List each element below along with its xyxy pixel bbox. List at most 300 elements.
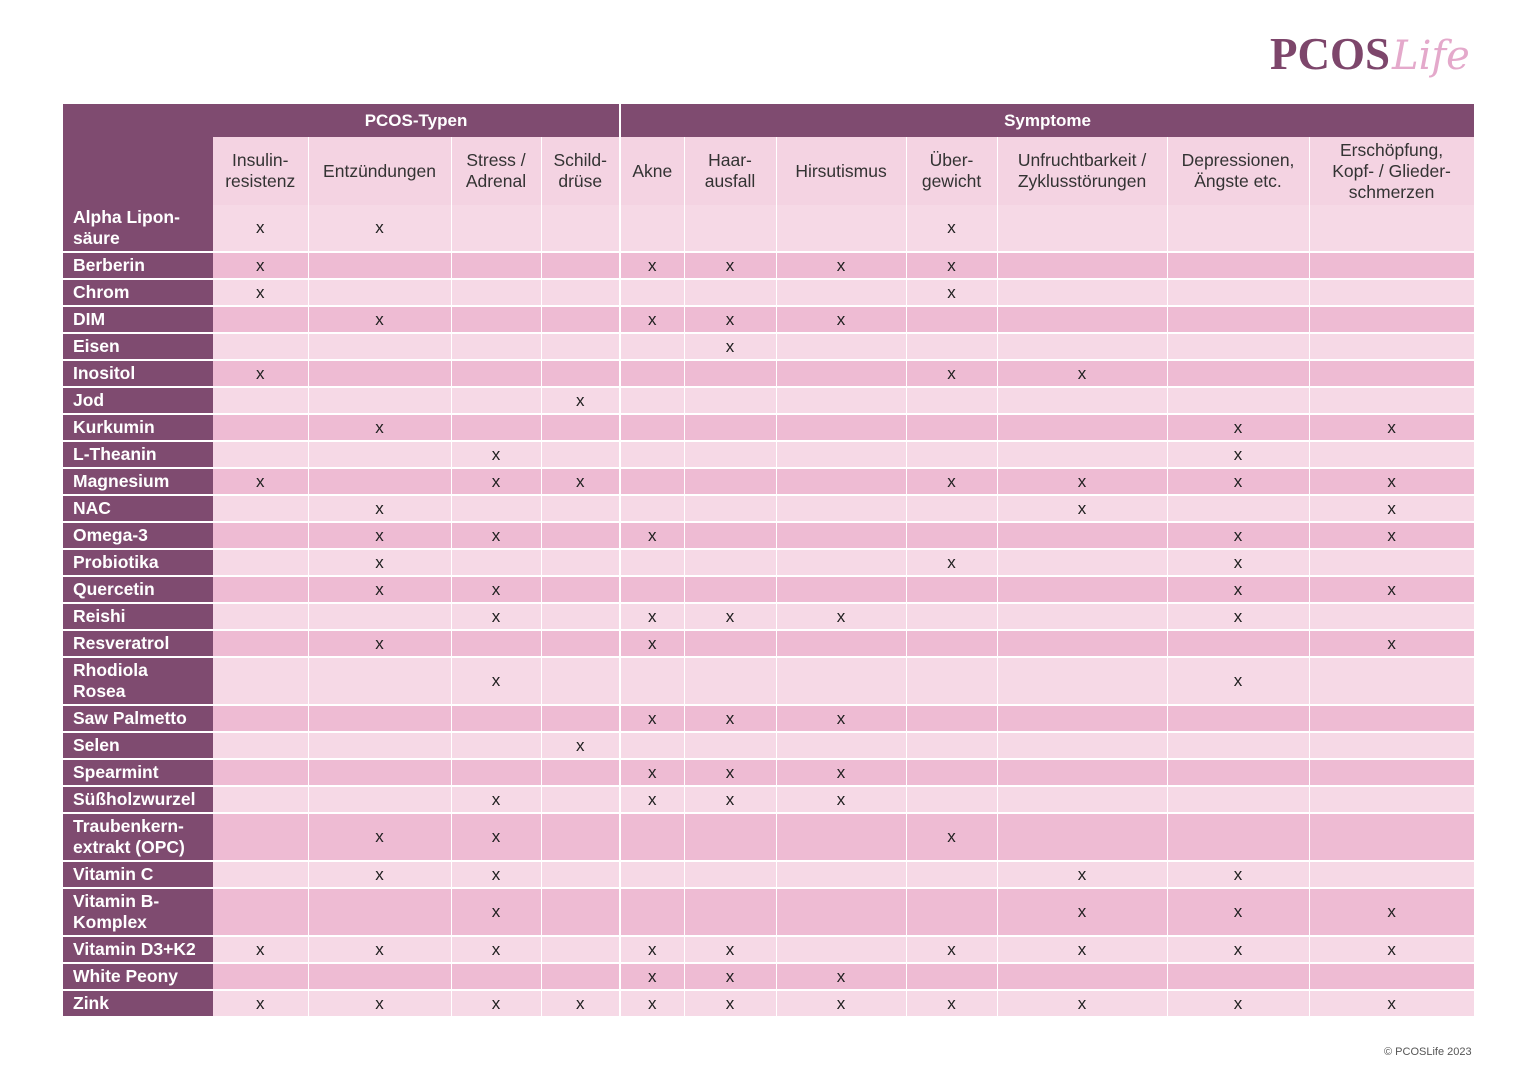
row-header-supplement: NAC [63,495,213,522]
marked-cell: x [776,306,906,333]
empty-cell [308,732,451,759]
empty-cell [213,549,308,576]
marked-cell: x [906,360,997,387]
empty-cell [1309,306,1474,333]
empty-cell [308,888,451,936]
empty-cell [1309,963,1474,990]
row-header-supplement: Vitamin D3+K2 [63,936,213,963]
empty-cell [776,468,906,495]
empty-cell [620,333,684,360]
empty-cell [308,333,451,360]
marked-cell: x [620,936,684,963]
empty-cell [541,963,620,990]
empty-cell [1167,205,1309,252]
empty-cell [541,576,620,603]
empty-cell [451,360,541,387]
empty-cell [906,657,997,705]
marked-cell: x [213,990,308,1017]
column-header: Entzündungen [308,137,451,205]
marked-cell: x [906,252,997,279]
empty-cell [684,468,776,495]
empty-cell [451,387,541,414]
empty-cell [776,495,906,522]
row-header-supplement: Selen [63,732,213,759]
marked-cell: x [684,333,776,360]
marked-cell: x [1309,990,1474,1017]
empty-cell [1167,495,1309,522]
empty-cell [620,387,684,414]
empty-cell [541,522,620,549]
empty-cell [308,468,451,495]
marked-cell: x [451,813,541,861]
marked-cell: x [776,603,906,630]
table-row [63,387,1474,414]
marked-cell: x [906,468,997,495]
empty-cell [541,333,620,360]
marked-cell: x [906,936,997,963]
empty-cell [541,630,620,657]
table-row [63,990,1474,1017]
empty-cell [213,306,308,333]
column-header: Erschöpfung, Kopf- / Glieder- schmerzen [1309,137,1474,205]
empty-cell [997,963,1167,990]
empty-cell [308,963,451,990]
empty-cell [620,279,684,306]
empty-cell [620,468,684,495]
marked-cell: x [308,205,451,252]
empty-cell [1309,549,1474,576]
empty-cell [213,888,308,936]
empty-cell [1309,657,1474,705]
row-header-supplement: Saw Palmetto [63,705,213,732]
empty-cell [684,495,776,522]
marked-cell: x [620,990,684,1017]
empty-cell [620,813,684,861]
empty-cell [1309,705,1474,732]
marked-cell: x [620,603,684,630]
marked-cell: x [997,861,1167,888]
empty-cell [776,732,906,759]
table-row [63,759,1474,786]
empty-cell [1167,279,1309,306]
marked-cell: x [1309,936,1474,963]
group-header-pcos-types: PCOS-Typen [213,104,620,137]
empty-cell [1309,786,1474,813]
marked-cell: x [1167,522,1309,549]
marked-cell: x [620,786,684,813]
empty-cell [541,441,620,468]
empty-cell [541,360,620,387]
row-header-supplement: White Peony [63,963,213,990]
row-header-supplement: Probiotika [63,549,213,576]
marked-cell: x [906,813,997,861]
empty-cell [451,759,541,786]
marked-cell: x [308,630,451,657]
empty-cell [906,603,997,630]
empty-cell [776,813,906,861]
marked-cell: x [451,603,541,630]
empty-cell [620,549,684,576]
empty-cell [997,279,1167,306]
marked-cell: x [451,936,541,963]
marked-cell: x [213,360,308,387]
marked-cell: x [997,990,1167,1017]
supplement-matrix-table [63,104,1475,1018]
table-row [63,861,1474,888]
empty-cell [1309,387,1474,414]
marked-cell: x [684,990,776,1017]
empty-cell [776,657,906,705]
empty-cell [776,549,906,576]
empty-cell [1167,705,1309,732]
empty-cell [541,205,620,252]
empty-cell [1167,387,1309,414]
empty-cell [451,252,541,279]
column-header: Haar- ausfall [684,137,776,205]
empty-cell [997,732,1167,759]
table-row [63,333,1474,360]
column-header: Über- gewicht [906,137,997,205]
empty-cell [997,387,1167,414]
marked-cell: x [684,306,776,333]
table-body [63,205,1474,1017]
row-header-supplement: Süßholzwurzel [63,786,213,813]
marked-cell: x [213,936,308,963]
empty-cell [541,414,620,441]
pcoslife-logo [1270,28,1470,78]
empty-cell [997,657,1167,705]
marked-cell: x [906,990,997,1017]
table-row [63,441,1474,468]
empty-cell [906,387,997,414]
table-row [63,786,1474,813]
empty-cell [684,414,776,441]
marked-cell: x [776,786,906,813]
table-row [63,813,1474,861]
marked-cell: x [308,936,451,963]
empty-cell [451,630,541,657]
empty-cell [620,576,684,603]
empty-cell [684,387,776,414]
empty-cell [1309,205,1474,252]
empty-cell [213,732,308,759]
empty-cell [1167,813,1309,861]
empty-cell [308,360,451,387]
empty-cell [541,495,620,522]
row-header-supplement: Berberin [63,252,213,279]
row-header-supplement: L-Theanin [63,441,213,468]
empty-cell [906,576,997,603]
empty-cell [541,888,620,936]
empty-cell [1309,861,1474,888]
row-header-supplement: Resveratrol [63,630,213,657]
marked-cell: x [906,279,997,306]
empty-cell [541,786,620,813]
empty-cell [997,549,1167,576]
empty-cell [541,759,620,786]
empty-cell [620,441,684,468]
empty-cell [997,522,1167,549]
marked-cell: x [684,963,776,990]
marked-cell: x [541,387,620,414]
empty-cell [906,963,997,990]
row-header-supplement: Inositol [63,360,213,387]
empty-cell [451,705,541,732]
empty-cell [451,549,541,576]
empty-cell [213,759,308,786]
table-row [63,705,1474,732]
marked-cell: x [620,630,684,657]
empty-cell [213,414,308,441]
empty-cell [308,441,451,468]
empty-cell [213,861,308,888]
empty-cell [997,441,1167,468]
empty-cell [684,279,776,306]
empty-cell [997,205,1167,252]
marked-cell: x [684,705,776,732]
row-header-supplement: Kurkumin [63,414,213,441]
empty-cell [451,333,541,360]
marked-cell: x [620,306,684,333]
marked-cell: x [1309,468,1474,495]
empty-cell [776,441,906,468]
marked-cell: x [451,990,541,1017]
column-header: Akne [620,137,684,205]
empty-cell [1167,963,1309,990]
marked-cell: x [1167,861,1309,888]
empty-cell [684,360,776,387]
empty-cell [997,759,1167,786]
marked-cell: x [213,252,308,279]
empty-cell [997,603,1167,630]
empty-cell [684,861,776,888]
empty-cell [906,441,997,468]
empty-cell [620,657,684,705]
empty-cell [541,936,620,963]
marked-cell: x [308,306,451,333]
empty-cell [541,657,620,705]
marked-cell: x [684,252,776,279]
column-header: Depressionen, Ängste etc. [1167,137,1309,205]
row-header-supplement: Vitamin B- Komplex [63,888,213,936]
empty-cell [684,549,776,576]
empty-cell [906,630,997,657]
empty-cell [1309,360,1474,387]
marked-cell: x [451,861,541,888]
marked-cell: x [308,576,451,603]
table-row [63,414,1474,441]
empty-cell [620,861,684,888]
marked-cell: x [451,576,541,603]
empty-cell [620,888,684,936]
marked-cell: x [308,990,451,1017]
marked-cell: x [1167,657,1309,705]
empty-cell [308,759,451,786]
empty-cell [620,414,684,441]
empty-cell [308,603,451,630]
marked-cell: x [997,888,1167,936]
column-header: Hirsutismus [776,137,906,205]
group-header-symptoms: Symptome [620,104,1474,137]
empty-cell [541,603,620,630]
marked-cell: x [451,786,541,813]
empty-cell [997,252,1167,279]
marked-cell: x [997,360,1167,387]
table-row [63,306,1474,333]
row-header-supplement: Zink [63,990,213,1017]
empty-cell [213,522,308,549]
marked-cell: x [1167,936,1309,963]
empty-cell [451,306,541,333]
marked-cell: x [997,936,1167,963]
column-header: Stress / Adrenal [451,137,541,205]
marked-cell: x [684,603,776,630]
marked-cell: x [776,705,906,732]
empty-cell [997,414,1167,441]
empty-cell [684,205,776,252]
copyright-note: © PCOSLife 2023 [1384,1046,1472,1058]
empty-cell [1309,252,1474,279]
table-row [63,468,1474,495]
empty-cell [997,786,1167,813]
marked-cell: x [308,549,451,576]
row-header-supplement: Chrom [63,279,213,306]
empty-cell [1309,603,1474,630]
empty-cell [541,705,620,732]
empty-cell [308,252,451,279]
marked-cell: x [541,468,620,495]
empty-cell [997,576,1167,603]
table-row [63,279,1474,306]
marked-cell: x [1309,630,1474,657]
marked-cell: x [451,888,541,936]
marked-cell: x [1309,888,1474,936]
table-row [63,252,1474,279]
empty-cell [776,333,906,360]
empty-cell [1167,252,1309,279]
empty-cell [906,705,997,732]
empty-cell [1167,360,1309,387]
empty-cell [213,387,308,414]
marked-cell: x [906,549,997,576]
marked-cell: x [451,441,541,468]
empty-cell [1167,333,1309,360]
row-header-supplement: Rhodiola Rosea [63,657,213,705]
empty-cell [541,252,620,279]
empty-cell [906,786,997,813]
empty-cell [213,630,308,657]
marked-cell: x [213,205,308,252]
empty-cell [451,495,541,522]
empty-cell [620,360,684,387]
row-header-supplement: Alpha Lipon- säure [63,205,213,252]
row-header-supplement: Jod [63,387,213,414]
logo-text-life: Life [1392,33,1470,79]
marked-cell: x [620,759,684,786]
empty-cell [997,306,1167,333]
table-row [63,732,1474,759]
empty-cell [541,813,620,861]
marked-cell: x [213,279,308,306]
marked-cell: x [1167,576,1309,603]
marked-cell: x [541,732,620,759]
row-header-supplement: DIM [63,306,213,333]
marked-cell: x [620,522,684,549]
empty-cell [906,522,997,549]
empty-cell [308,657,451,705]
marked-cell: x [1309,495,1474,522]
empty-cell [997,333,1167,360]
marked-cell: x [308,522,451,549]
marked-cell: x [684,759,776,786]
empty-cell [541,279,620,306]
marked-cell: x [1167,888,1309,936]
table-row [63,205,1474,252]
table-row [63,549,1474,576]
marked-cell: x [1167,549,1309,576]
empty-cell [541,306,620,333]
empty-cell [213,657,308,705]
empty-cell [213,495,308,522]
marked-cell: x [1309,414,1474,441]
empty-cell [776,522,906,549]
empty-cell [1309,441,1474,468]
empty-cell [1167,732,1309,759]
empty-cell [906,414,997,441]
empty-cell [213,786,308,813]
table-row [63,657,1474,705]
empty-cell [213,576,308,603]
empty-cell [776,630,906,657]
empty-cell [213,441,308,468]
empty-cell [1309,279,1474,306]
empty-cell [997,630,1167,657]
marked-cell: x [1309,576,1474,603]
empty-cell [451,414,541,441]
column-header: Insulin- resistenz [213,137,308,205]
empty-cell [213,963,308,990]
marked-cell: x [308,414,451,441]
marked-cell: x [776,990,906,1017]
empty-cell [1309,759,1474,786]
empty-cell [776,414,906,441]
marked-cell: x [451,657,541,705]
table-row [63,603,1474,630]
marked-cell: x [1167,990,1309,1017]
row-header-supplement: Reishi [63,603,213,630]
marked-cell: x [620,252,684,279]
row-header-supplement: Traubenkern- extrakt (OPC) [63,813,213,861]
marked-cell: x [451,468,541,495]
empty-cell [308,705,451,732]
empty-cell [620,732,684,759]
marked-cell: x [684,936,776,963]
marked-cell: x [451,522,541,549]
empty-cell [451,732,541,759]
table-row [63,963,1474,990]
empty-cell [684,576,776,603]
marked-cell: x [1167,603,1309,630]
empty-cell [906,861,997,888]
empty-cell [776,861,906,888]
empty-cell [1167,306,1309,333]
marked-cell: x [1309,522,1474,549]
column-header: Schild- drüse [541,137,620,205]
marked-cell: x [1167,414,1309,441]
row-header-supplement: Eisen [63,333,213,360]
empty-cell [997,705,1167,732]
column-header-row [63,137,1474,205]
